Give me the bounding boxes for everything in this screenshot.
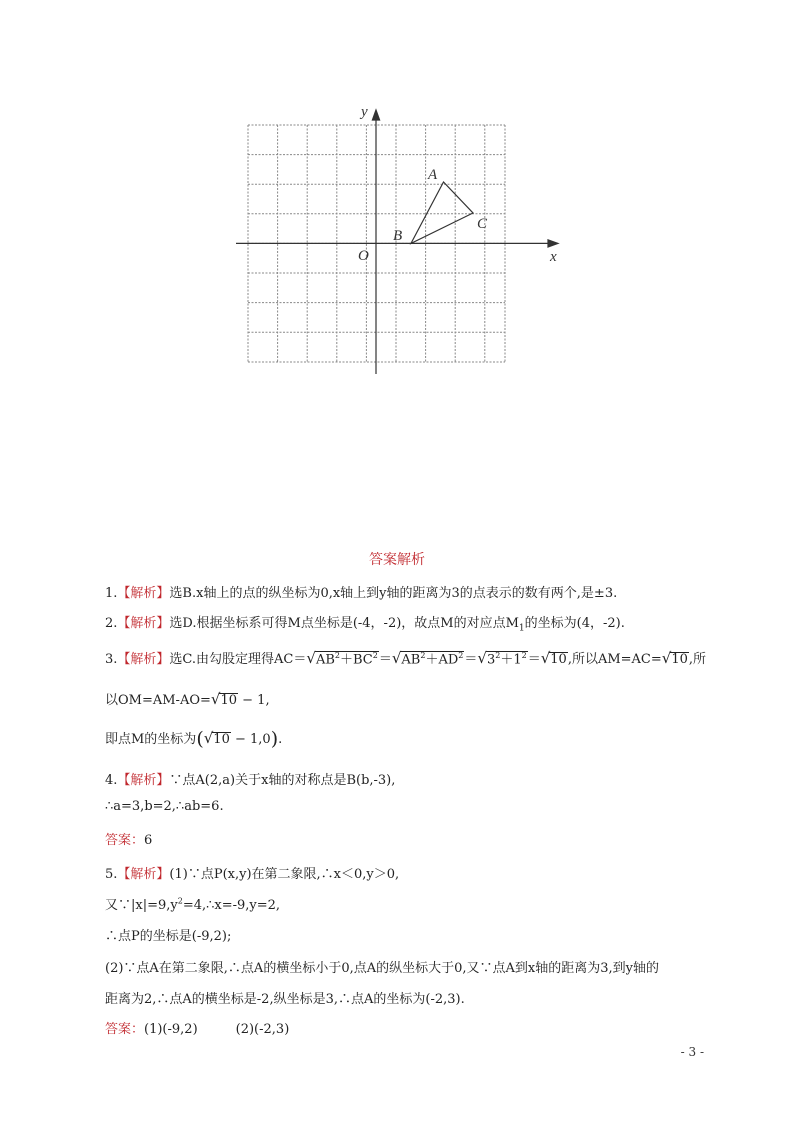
solution-3-text-a: 选C.由勾股定理得AC＝	[169, 652, 307, 667]
page-number: - 3 -	[680, 1045, 704, 1059]
radicand-3b: ＋1	[500, 652, 522, 667]
origin-label: O	[358, 248, 369, 264]
solution-5-text: (1)∵点P(x,y)在第二象限,∴x＜0,y＞0,	[169, 867, 400, 882]
solution-4-answer	[105, 829, 152, 848]
solution-1-num: 1.	[105, 586, 118, 601]
solution-2-text-a: 选D.根据坐标系可得M点坐标是(-4，-2)，故点M的对应点M	[169, 616, 519, 631]
solution-2	[105, 612, 625, 634]
solution-2-text-b: 的坐标为(4，-2).	[524, 616, 625, 631]
solution-3-text-b: ,所以AM=AC=	[567, 652, 662, 667]
eq-3: ＝	[527, 652, 541, 667]
radicand-2a: AB	[401, 652, 421, 667]
solution-5-answer	[105, 1018, 289, 1037]
solution-3-line-1: 3.【解析】选C.由勾股定理得$AC=√AB^2+BC^2=√AB^2+AD^2=√3^2+1^2=√10$,所以AM=AC=√10,所	[105, 649, 707, 667]
solution-2-tag: 【解析】	[117, 616, 170, 631]
triangle-abc	[411, 182, 473, 243]
solution-5-line-5	[105, 988, 465, 1007]
solution-4-tag: 【解析】	[117, 773, 170, 788]
solution-2-sub: 1	[518, 623, 525, 634]
radicand-1a: AB	[315, 652, 335, 667]
solution-5-line3: ∴点P的坐标是(-9,2);	[105, 929, 232, 944]
solution-5-line-3	[105, 925, 231, 944]
solution-5-line2-a: 又∵|x|=9,y	[105, 898, 178, 913]
solution-1	[105, 582, 617, 601]
eq-1: ＝	[378, 652, 392, 667]
y-axis-label: y	[361, 104, 368, 120]
solution-2-num: 2.	[105, 616, 118, 631]
solution-5-answer-2: (2)(-2,3)	[235, 1022, 290, 1037]
eq-2: ＝	[464, 652, 478, 667]
solution-3-num: 3.	[105, 652, 118, 667]
solution-5-line-1	[105, 863, 399, 882]
solution-4-line2: ∴a=3,b=2,∴ab=6.	[105, 799, 224, 814]
solution-5-tag: 【解析】	[117, 867, 170, 882]
solution-3-tag: 【解析】	[117, 652, 170, 667]
solution-1-text: 选B.x轴上的点的纵坐标为0,x轴上到y轴的距离为3的点表示的数有两个,是±3.	[169, 586, 618, 601]
solution-3-line3-c: − 1,0	[230, 732, 271, 747]
solution-3-line2-b: − 1,	[238, 693, 270, 708]
solution-5-line-4	[105, 957, 659, 976]
section-title: 答案解析	[369, 552, 425, 568]
solution-4-num: 4.	[105, 773, 118, 788]
solution-1-tag: 【解析】	[117, 586, 170, 601]
radicand-6: 10	[220, 693, 238, 708]
solution-4-answer-label: 答案：	[105, 833, 145, 848]
solution-5-line-2: 又$\because|x|=9,y^2=4,\therefore x=-9,y=2$,	[105, 896, 281, 913]
solution-4-text: ∵点A(2,a)关于x轴的对称点是B(b,-3),	[169, 773, 396, 788]
solution-3-line3-a: 即点M的坐标为	[105, 732, 197, 747]
point-a-label: A	[428, 167, 438, 183]
radicand-1b: ＋BC	[339, 652, 373, 667]
solution-4-line-2	[105, 799, 224, 814]
solution-5-line5: 距离为2,∴点A的横坐标是-2,纵坐标是3,∴点A的坐标为(-2,3).	[105, 992, 465, 1007]
solution-5-line4: (2)∵点A在第二象限,∴点A的横坐标小于0,点A的纵坐标大于0,又∵点A到x轴的距离为3,到y轴的	[105, 961, 659, 976]
solution-3-text-c: ,所	[688, 652, 707, 667]
solution-4-line-1	[105, 769, 395, 788]
solution-3-line-2: 以OM=AM-AO=√10 − 1,	[105, 690, 270, 708]
radicand-4: 10	[550, 652, 567, 667]
point-b-label: B	[393, 228, 403, 244]
solution-4-answer-value: 6	[144, 833, 153, 848]
solution-5-num: 5.	[105, 867, 118, 882]
x-axis-label: x	[550, 249, 557, 265]
solution-3-line-3: 即点M的坐标为(√10 − 1,0).	[105, 728, 283, 750]
radicand-7: 10	[213, 732, 230, 747]
radicand-5: 10	[671, 652, 688, 667]
solution-5-answer-1: (1)(-9,2)	[144, 1022, 198, 1037]
solution-3-line3-d: .	[278, 732, 283, 747]
solution-5-line2-b: =4,∴x=-9,y=2,	[182, 898, 281, 913]
solution-5-answer-label: 答案：	[105, 1022, 145, 1037]
coordinate-figure	[228, 96, 568, 381]
solution-3-line2-a: 以OM=AM-AO=	[105, 693, 211, 708]
radicand-2b: ＋AD	[425, 652, 459, 667]
radicand-3a: 3	[486, 652, 496, 667]
point-c-label: C	[477, 216, 488, 232]
